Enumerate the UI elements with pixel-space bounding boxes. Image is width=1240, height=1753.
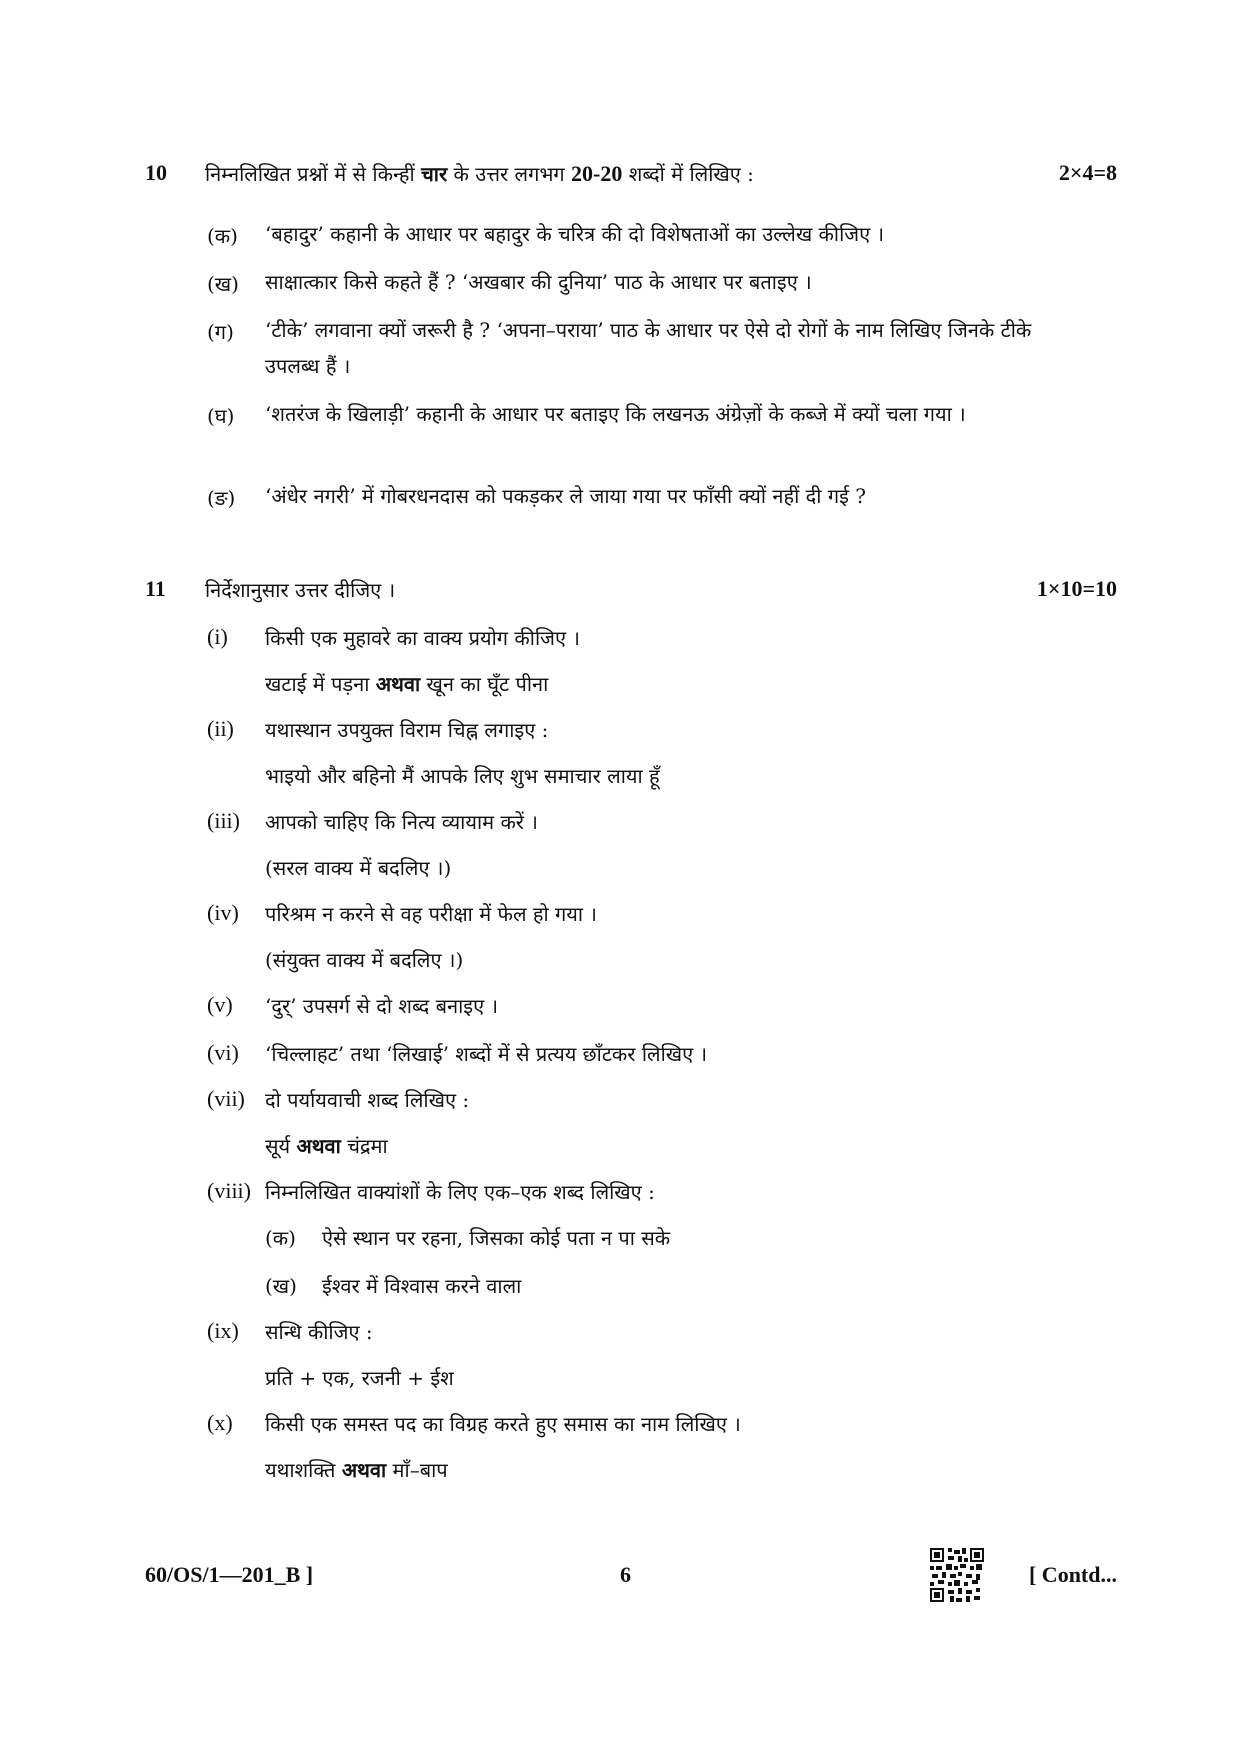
item-label: (vi) <box>207 1040 239 1065</box>
qr-code-icon <box>930 1548 984 1602</box>
sub-item-label: (ख) <box>265 1274 297 1298</box>
item-label: (iii) <box>207 808 240 833</box>
item-label: (viii) <box>207 1178 251 1203</box>
item-text: यथास्थान उपयुक्त विराम चिह्न लगाइए : <box>265 718 549 742</box>
item-text: निम्नलिखित वाक्यांशों के लिए एक–एक शब्द लिखिए : <box>265 1180 655 1204</box>
item-text: आपको चाहिए कि नित्य व्यायाम करें । <box>265 810 538 834</box>
question-marks: 1×10=10 <box>1036 576 1117 601</box>
item-text: किसी एक मुहावरे का वाक्य प्रयोग कीजिए । <box>265 626 580 650</box>
item-label: (v) <box>207 992 233 1017</box>
item-label: (x) <box>207 1410 233 1435</box>
item-text: ‘दुर्’ उपसर्ग से दो शब्द बनाइए । <box>265 994 499 1018</box>
sub-item-text: ऐसे स्थान पर रहना, जिसका कोई पता न पा सके <box>322 1226 671 1250</box>
item-text: परिश्रम न करने से वह परीक्षा में फेल हो गया । <box>265 902 598 926</box>
question-marks: 2×4=8 <box>1058 160 1117 185</box>
question-10 <box>0 160 1240 200</box>
paper-code: 60/OS/1—201_B ] <box>145 1562 314 1587</box>
emphasis-number: 20-20 <box>571 161 623 186</box>
item-label: (iv) <box>207 900 239 925</box>
item-text: सन्धि कीजिए : <box>265 1320 373 1344</box>
item-expression: प्रति + एक, रजनी + ईश <box>265 1366 454 1390</box>
question-number: 11 <box>145 576 166 601</box>
emphasis-word: चार <box>421 162 448 186</box>
item-label: (ख) <box>207 272 239 296</box>
continued-marker: [ Contd... <box>1028 1562 1117 1587</box>
item-options: यथाशक्ति अथवा माँ–बाप <box>265 1458 448 1482</box>
question-11-header <box>0 576 1240 616</box>
question-text: निर्देशानुसार उत्तर दीजिए । <box>205 578 396 602</box>
item-instruction: (संयुक्त वाक्य में बदलिए ।) <box>265 948 464 972</box>
item-options: खटाई में पड़ना अथवा खून का घूँट पीना <box>265 672 549 696</box>
item-label: (vii) <box>207 1086 245 1111</box>
sub-item-label: (क) <box>265 1226 296 1250</box>
question-text: निम्नलिखित प्रश्नों में से किन्हीं चार के उत्तर लगभग 20-20 शब्दों में लिखिए : <box>205 161 754 186</box>
question-number: 10 <box>145 160 167 185</box>
item-text: ‘बहादुर’ कहानी के आधार पर बहादुर के चरित्र की दो विशेषताओं का उल्लेख कीजिए । <box>265 222 885 246</box>
item-text: दो पर्यायवाची शब्द लिखिए : <box>265 1088 470 1112</box>
item-text: ‘चिल्लाहट’ तथा ‘लिखाई’ शब्दों में से प्रत्यय छाँटकर लिखिए । <box>265 1042 708 1066</box>
sub-item-text: ईश्वर में विश्वास करने वाला <box>322 1274 522 1298</box>
item-label: (ii) <box>207 716 234 741</box>
page-number: 6 <box>620 1562 631 1587</box>
item-text: ‘अंधेर नगरी’ में गोबरधनदास को पकड़कर ले जाया गया पर फाँसी क्यों नहीं दी गई ? <box>265 484 866 508</box>
item-instruction: (सरल वाक्य में बदलिए ।) <box>265 856 452 880</box>
item-label: (i) <box>207 624 228 649</box>
item-label: (ग) <box>207 320 234 344</box>
item-label: (ix) <box>207 1318 239 1343</box>
item-options: सूर्य अथवा चंद्रमा <box>265 1134 388 1158</box>
item-text: ‘शतरंज के खिलाड़ी’ कहानी के आधार पर बताइए कि लखनऊ अंग्रेज़ों के कब्जे में क्यों चला गया । <box>265 402 966 426</box>
item-label: (क) <box>207 224 238 248</box>
item-label: (ङ) <box>207 486 236 510</box>
item-sentence: भाइयो और बहिनो मैं आपके लिए शुभ समाचार लाया हूँ <box>265 764 660 788</box>
item-text: साक्षात्कार किसे कहते हैं ? ‘अखबार की दुनिया’ पाठ के आधार पर बताइए । <box>265 270 812 294</box>
item-text: किसी एक समस्त पद का विग्रह करते हुए समास का नाम लिखिए । <box>265 1412 741 1436</box>
question-10-header <box>0 160 1240 200</box>
item-label: (घ) <box>207 404 235 428</box>
item-text: ‘टीके’ लगवाना क्यों जरूरी है ? ‘अपना–पराया’ पाठ के आधार पर ऐसे दो रोगों के नाम लिखिए जिनके टीके उपलब्ध हैं । <box>265 318 1032 378</box>
question-11 <box>0 576 1240 616</box>
